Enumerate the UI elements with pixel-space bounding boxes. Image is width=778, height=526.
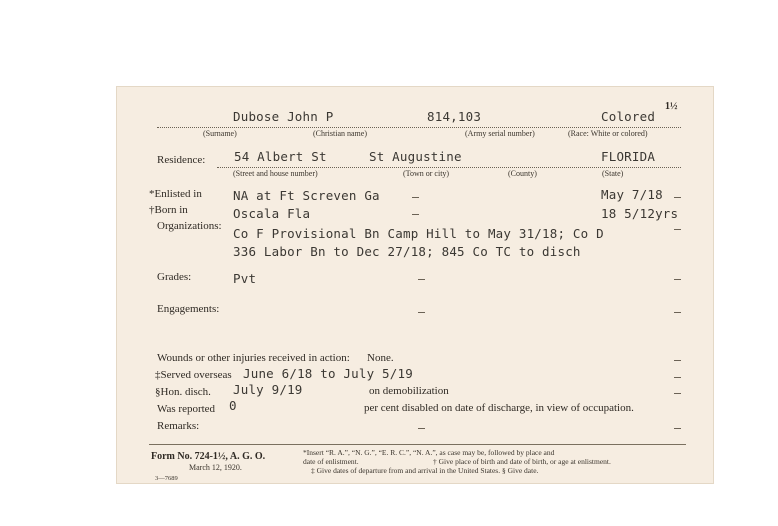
enlisted-date: May 7/18 bbox=[601, 187, 663, 202]
organizations-label: Organizations: bbox=[157, 220, 222, 232]
served-overseas-value: June 6/18 to July 5/19 bbox=[243, 366, 413, 381]
discharge-dash bbox=[674, 393, 681, 394]
footnote-2: date of enlistment. bbox=[303, 457, 359, 466]
residence-label: Residence: bbox=[157, 154, 206, 166]
remarks-label: Remarks: bbox=[157, 420, 200, 432]
print-code: 3—7689 bbox=[155, 475, 178, 482]
enlisted-dash bbox=[412, 197, 419, 198]
born-label: †Born in bbox=[149, 204, 188, 216]
enlisted-end-dash bbox=[674, 197, 681, 198]
surname-label: (Surname) bbox=[203, 129, 237, 138]
organizations-line-1: Co F Provisional Bn Camp Hill to May 31/18; Co D bbox=[233, 226, 604, 241]
enlisted-place: NA at Ft Screven Ga bbox=[233, 188, 380, 203]
discharge-suffix: on demobilization bbox=[369, 385, 449, 397]
grades-label: Grades: bbox=[157, 271, 192, 283]
born-place: Oscala Fla bbox=[233, 206, 311, 221]
service-record-card bbox=[116, 86, 714, 484]
born-dash bbox=[412, 214, 419, 215]
served-overseas-dash bbox=[674, 377, 681, 378]
serial-label: (Army serial number) bbox=[465, 129, 535, 138]
corner-mark: 1½ bbox=[665, 101, 678, 112]
county-label: (County) bbox=[508, 169, 537, 178]
remarks-end-dash bbox=[674, 428, 681, 429]
name-row-line bbox=[157, 127, 681, 128]
grades-end-dash bbox=[674, 279, 681, 280]
wounds-dash bbox=[674, 360, 681, 361]
engagements-label: Engagements: bbox=[157, 303, 220, 315]
form-date: March 12, 1920. bbox=[189, 463, 242, 472]
discharge-label: §Hon. disch. bbox=[155, 386, 211, 398]
soldier-name: Dubose John P bbox=[233, 109, 334, 124]
town-label: (Town or city) bbox=[403, 169, 450, 178]
reported-value: 0 bbox=[229, 398, 237, 413]
footnote-3: † Give place of birth and date of birth, or age at enlistment. bbox=[433, 457, 611, 466]
born-age: 18 5/12yrs bbox=[601, 206, 679, 221]
wounds-label: Wounds or other injuries received in action: bbox=[157, 352, 350, 364]
race: Colored bbox=[601, 109, 656, 124]
organizations-dash bbox=[674, 229, 681, 230]
state-label: (State) bbox=[602, 169, 624, 178]
footer-rule bbox=[149, 444, 686, 445]
residence-town: St Augustine bbox=[369, 149, 462, 164]
grades-dash bbox=[418, 279, 425, 280]
form-number: Form No. 724-1½, A. G. O. bbox=[151, 451, 266, 462]
wounds-value: None. bbox=[367, 352, 394, 364]
street-label: (Street and house number) bbox=[233, 169, 318, 178]
residence-state: FLORIDA bbox=[601, 149, 656, 164]
army-serial-number: 814,103 bbox=[427, 109, 482, 124]
remarks-dash bbox=[418, 428, 425, 429]
residence-street: 54 Albert St bbox=[234, 149, 327, 164]
footnote-1: *Insert “R. A.”, “N. G.”, “E. R. C.”, “N. A.”, as case may be, followed by place and bbox=[303, 448, 555, 457]
footnote-4: ‡ Give dates of departure from and arrival in the United States. § Give date. bbox=[311, 466, 539, 475]
enlisted-label: *Enlisted in bbox=[149, 188, 202, 200]
engagements-end-dash bbox=[674, 312, 681, 313]
discharge-date: July 9/19 bbox=[233, 382, 303, 397]
organizations-line-2: 336 Labor Bn to Dec 27/18; 845 Co TC to disch bbox=[233, 244, 581, 259]
reported-label: Was reported bbox=[157, 403, 216, 415]
race-label: (Race: White or colored) bbox=[568, 129, 648, 138]
grades-value: Pvt bbox=[233, 271, 257, 286]
engagements-dash bbox=[418, 312, 425, 313]
christian-name-label: (Christian name) bbox=[313, 129, 367, 138]
served-overseas-label: ‡Served overseas bbox=[155, 369, 232, 381]
residence-line bbox=[217, 167, 681, 168]
reported-suffix: per cent disabled on date of discharge, in view of occupation. bbox=[364, 402, 634, 414]
